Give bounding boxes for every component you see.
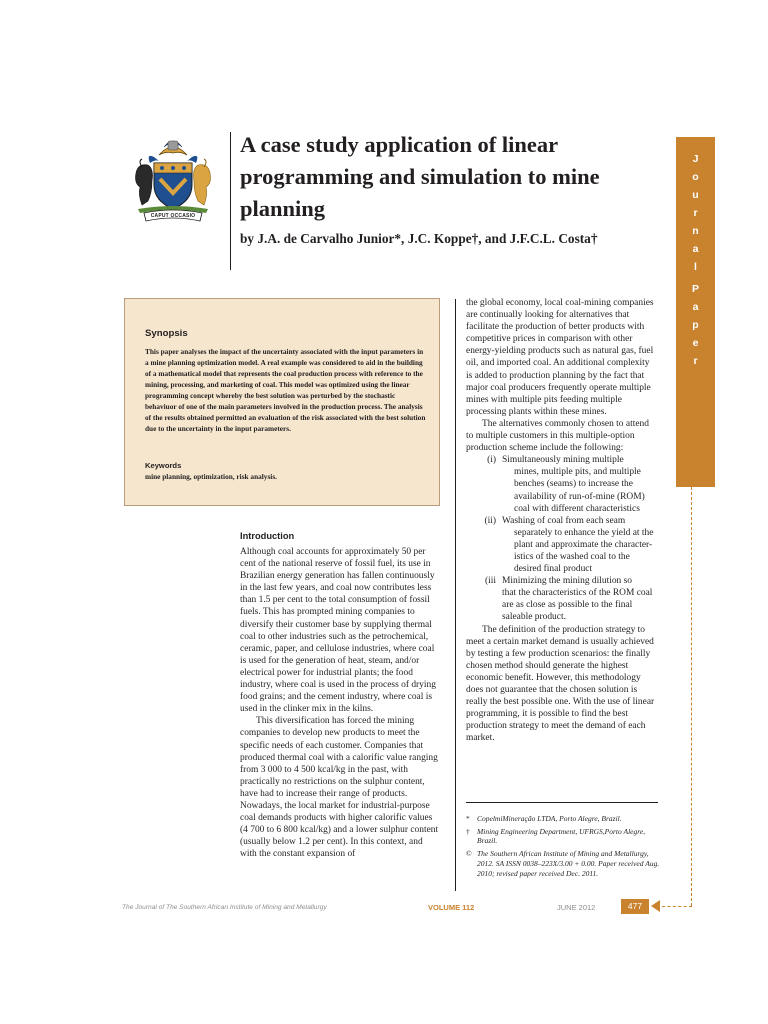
footnote-text: CopelmiMineração LTDA, Porto Alegre, Brazil. — [477, 814, 622, 823]
list-text: Simultaneously mining multiple — [502, 455, 624, 466]
dashed-guide-horizontal — [662, 906, 692, 907]
footnote-text: The Southern African Institute of Mining and Metallurgy, 2012. SA ISSN 0038–223X/3.00 + 0.00. Paper received Aug. 2010; revised paper received Dec. 2011. — [477, 849, 660, 878]
tab-letter: P — [691, 283, 699, 295]
list-number: (ii) — [484, 515, 496, 526]
list-text: Washing of coal from each seam — [502, 515, 626, 526]
intro-paragraph: Although coal accounts for approximately 50 per cent of the national reserve of fossil fuel, its use in Brazilian energy generation has fallen continuously in the last few years, and coal now contributes less than 1.5 per cent to the total consumption of fossil fuels. This has prompted mining companies to diversify their customer base by supplying thermal coal to other industries such as the petrochemical, ceramic, paper, and cellulose industries, where coal is used for the generation of heat, steam, and/or electrical power for industrial plants; the food industry, where coal is used in the process of drying food grains; and the cement industry, where coal is used in the clinker mix in the kilns. — [240, 547, 436, 715]
list-text: mines, multiple pits, and multiple benches (seams) to increase the availability of run-of-mine (ROM) coal with different characteristics — [514, 467, 645, 514]
list-item — [466, 454, 658, 466]
dashed-guide-vertical — [691, 487, 692, 906]
tab-letter: J — [692, 153, 699, 165]
list-number: (iii — [484, 576, 496, 587]
body-paragraph: the global economy, local coal-mining companies are continually looking for alternatives that facilitate the production of better products with competitive prices in comparison with other energy-yielding products such as natural gas, fuel oil, and imported coal. An additional complexity is added to production planning by the fact that major coal producers frequently operate multiple mines with multiple pits feeding multiple processing plants within these mines. — [466, 298, 654, 417]
tab-letter: r — [693, 355, 698, 367]
crest-motto: CAPUT OCCASIO — [150, 213, 196, 219]
tab-letter: n — [692, 225, 699, 237]
footnote — [466, 849, 662, 878]
list-item — [466, 575, 658, 587]
footnotes — [466, 814, 662, 878]
footnote — [466, 814, 662, 824]
tab-letter: l — [694, 261, 697, 273]
article-authors: by J.A. de Carvalho Junior*, J.C. Koppe†, and J.F.C.L. Costa† — [240, 231, 598, 246]
footnote — [466, 827, 662, 846]
footnote-text: Mining Engineering Department, UFRGS,Porto Alegre, Brazil. — [477, 826, 646, 846]
introduction-heading: Introduction — [240, 531, 295, 541]
footnote-rule — [466, 802, 658, 803]
tab-letter: r — [693, 207, 698, 219]
body-paragraph: The definition of the production strategy to meet a certain market demand is usually achieved by testing a few production scenarios: the finally chosen method should generate the highest economic benefit. However, this methodology does not guarantee that the chosen solution is really the best possible one. With the use of linear programming, it is possible to find the best production strategy to meet the demand of each market. — [466, 624, 655, 744]
footnote-mark: † — [466, 826, 470, 836]
list-text: that the characteristics of the ROM coal are as close as possible to the final saleable product. — [502, 588, 653, 623]
footer-volume: VOLUME 112 — [428, 903, 475, 912]
tab-letter: e — [692, 337, 699, 349]
synopsis-box — [124, 298, 440, 506]
footnote-mark: * — [466, 814, 470, 823]
left-column — [240, 546, 440, 860]
page-number-box — [621, 899, 649, 914]
tab-letter: o — [692, 171, 699, 183]
article-title: A case study application of linear programming and simulation to mine planning — [240, 132, 600, 221]
tab-letter: u — [692, 189, 699, 201]
footnote-mark: © — [466, 849, 472, 859]
keywords-text: mine planning, optimization, risk analysis. — [145, 472, 277, 481]
footer-journal-name: The Journal of The Southern African Institute of Mining and Metallurgy — [122, 904, 327, 911]
tab-letter: a — [692, 301, 699, 313]
footer-date: JUNE 2012 — [557, 903, 596, 912]
page-number: 477 — [627, 901, 643, 911]
column-divider — [455, 299, 456, 891]
list-number: (i) — [487, 455, 496, 466]
synopsis-heading: Synopsis — [145, 328, 188, 339]
keywords-heading: Keywords — [145, 461, 182, 470]
tab-letter: a — [692, 243, 699, 255]
list-text: Minimizing the mining dilution so — [502, 576, 633, 587]
title-divider — [230, 132, 231, 270]
intro-paragraph: This diversification has forced the mining companies to develop new products to meet the specific needs of each customer. Companies that produced thermal coal with a calorific value ranging from 3 000 to 4 500 kcal/kg in the past, with practically no restrictions on the sulphur content, have had to increase their range of products. Nowadays, the local market for industrial-purpose coal demands products with higher calorific values (4 700 to 6 800 kcal/kg) and a lower sulphur content (usually below 1.2 per cent). In this context, and with the constant expansion of — [240, 716, 439, 860]
list-text: separately to enhance the yield at the plant and approximate the character-istics of the washed coal to the desired final product — [514, 527, 654, 575]
journal-paper-tab — [676, 137, 715, 487]
synopsis-text: This paper analyses the impact of the uncertainty associated with the input parameters in a mine planning optimization model. A real example was considered to aid in the building of a mathematical model that represents the coal production process with reference to the mining, processing, and marketing of coal. This model was optimized using the linear programming concept whereby the best solution was perturbed by the stochastic behaviuor of one of the main parameters involved in the production process. The analysis of the results obtained permitted an evaluation of the risk associated with the best solution due to the uncertainty in the input parameters. — [145, 347, 426, 434]
body-paragraph: The alternatives commonly chosen to attend to multiple customers in this multiple-option production scheme include the following: — [466, 418, 649, 454]
tab-letter: p — [692, 319, 699, 331]
list-item — [466, 515, 658, 527]
right-column — [466, 297, 658, 744]
page-arrow-icon — [651, 900, 660, 912]
